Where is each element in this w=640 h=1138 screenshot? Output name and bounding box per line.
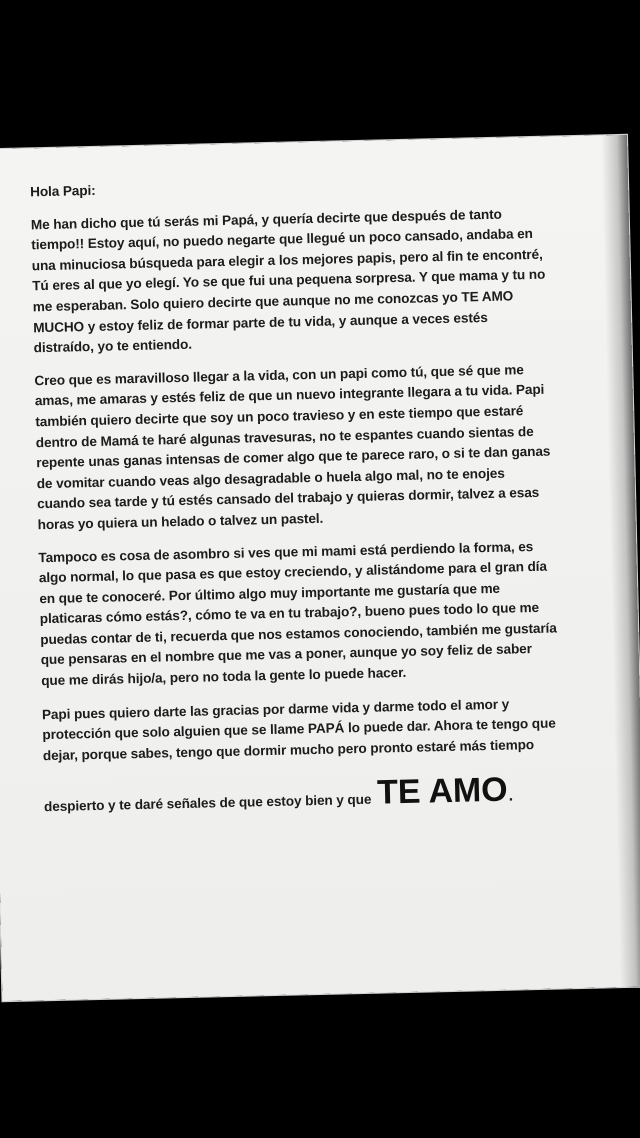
letter-sheet [0,135,640,1001]
letter-paragraph-3: Tampoco es cosa de asombro si ves que mi mami está perdiendo la forma, es algo normal, lo que pasa es que estoy creciendo, y alistándome para el gran día en que te conoceré. Por último algo muy importante me gustaría que me platicaras cómo estás?, cómo te va en tu trabajo?, bueno pues todo lo que me puedas contar de ti, recuerda que nos estamos conociendo, también me gustaría que pensaras en el nombre que me vas a poner, aunque yo soy feliz de saber que me dirás hijo/a, pero no toda la gente lo puede hacer. [38,538,557,689]
letter-closing-period: . [508,787,514,806]
letter-body [30,170,580,820]
letter-closing-line [43,768,580,820]
paper-shadow-edge [601,135,640,987]
letter-paragraph-2: Creo que es maravilloso llegar a la vida, con un papi como tú, que sé que me amas, me amaras y estés feliz de que un nuevo integrante llegara a tu vida. Papi también quiero decirte que soy un poco travieso y en este tiempo que estaré dentro de Mamá te haré algunas travesuras, no te espantes cuando sientas de repente unas ganas intensas de comer algo que te parece raro, o si te dan ganas de vomitar cuando veas algo desagradable o huela algo mal, no te enojes cuando sea tarde y tú estés cansado del trabajo y quieras dormir, talvez a esas horas yo quiera un helado o talvez un pastel. [34,361,551,533]
letter-greeting: Hola Papi: [29,182,96,200]
letter-paragraph-1: Me han dicho que tú serás mi Papá, y quería decirte que después de tanto tiempo!! Estoy aquí, no puedo negarte que llegué un poco cansado, andaba en una minuciosa búsqueda para elegir a los mejores papis, pero al fin te encontré, Tú eres al que yo elegí. Yo se que fui una pequena sorpresa. Y que mama y tu no me esperaban. Solo quiero decirte que aunque no me conozcas yo TE AMO MUCHO y estoy feliz de formar parte de tu vida, y aunque a veces estés distraído, yo te entiendo. [30,206,546,356]
letter-paragraph-4: Papi pues quiero darte las gracias por darme vida y darme todo el amor y protección que solo alguien que se llame PAPÁ lo puede dar. Ahora te tengo que dejar, porque sabes, tengo que dormir mucho pero pronto estaré más tiempo [41,696,556,764]
letter-closing-text: despierto y te daré señales de que estoy bien y que [43,792,372,815]
letter-closing-te-amo: TE AMO [376,771,508,813]
